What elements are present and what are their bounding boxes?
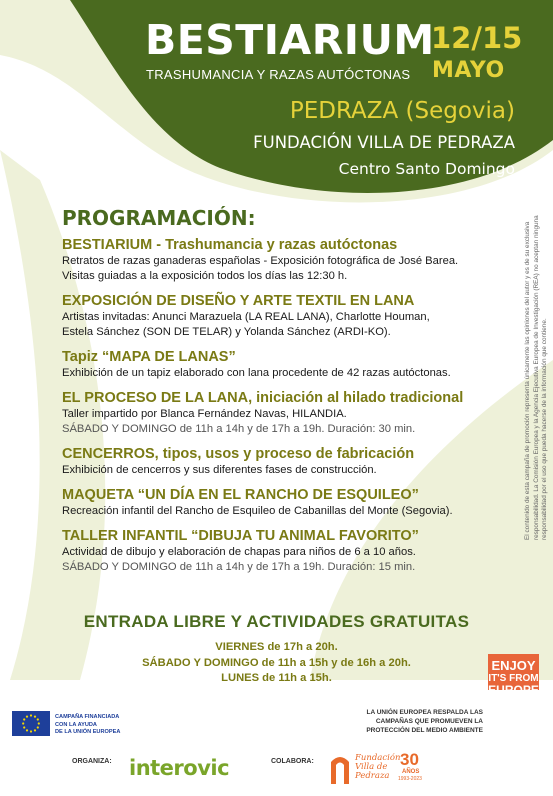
organiza-label: ORGANIZA: [72, 758, 112, 765]
event-item-line: Artistas invitadas: Anunci Marazuela (LA REAL LANA), Charlotte Houman, [62, 311, 430, 323]
free-entry-title: ENTRADA LIBRE Y ACTIVIDADES GRATUITAS [83, 612, 470, 631]
eu-statement-line: CAMPAÑAS QUE PROMUEVEN LA [375, 718, 483, 725]
event-dates: 12/15 [431, 21, 523, 55]
anniversary-years: 1993-2023 [398, 776, 422, 782]
opening-hours-line: LUNES de 11h a 15h. [221, 672, 332, 684]
location-center: Centro Santo Domingo [338, 160, 515, 178]
eu-statement [366, 708, 483, 735]
event-item-title: CENCERROS, tipos, usos y proceso de fabricación [62, 446, 415, 462]
opening-hours [0, 640, 553, 687]
disclaimer-vertical: El contenido de esta campaña de promoción representa únicamente las opiniones del autor y es de su exclusiva responsabilidad. La Comisión Europea y la Agencia Ejecutiva Europea de Investigación (REA) no aceptan ninguna responsabilidad por el uso que pueda hacerse de la información que contiene. [524, 215, 548, 540]
program-title: PROGRAMACIÓN: [62, 206, 256, 230]
foundation-logo-text [355, 754, 400, 781]
anniversary-word: AÑOS [402, 769, 420, 775]
event-item-line: Taller impartido por Blanca Fernández Navas, HILANDIA. [62, 408, 347, 420]
event-item [62, 292, 502, 340]
eu-campaign-line: CON LA AYUDA [55, 721, 97, 728]
event-item-title: TALLER INFANTIL “DIBUJA TU ANIMAL FAVORITO” [62, 528, 419, 544]
eu-statement-line: LA UNIÓN EUROPEA RESPALDA LAS [366, 709, 483, 716]
event-item-line: Exhibición de un tapiz elaborado con lana procedente de 42 razas autóctonas. [62, 367, 451, 379]
eu-campaign-line: CAMPAÑA FINANCIADA [55, 714, 120, 720]
event-item-line: Visitas guiadas a la exposición todos los días las 12:30 h. [62, 270, 348, 282]
eu-statement-line: PROTECCIÓN DEL MEDIO AMBIENTE [366, 727, 483, 734]
interovic-logo: interovic [129, 756, 230, 780]
event-item-title: EL PROCESO DE LA LANA, iniciación al hilado tradicional [62, 390, 464, 406]
event-item-title: BESTIARIUM - Trashumancia y razas autóctonas [62, 237, 398, 253]
event-item [62, 445, 502, 478]
event-subtitle: TRASHUMANCIA Y RAZAS AUTÓCTONAS [146, 67, 411, 82]
footer [0, 690, 553, 796]
event-item-schedule: SÁBADO Y DOMINGO de 11h a 14h y de 17h a 19h. Duración: 15 min. [62, 561, 416, 573]
event-item [62, 389, 502, 437]
arch-logo-icon [329, 752, 351, 784]
event-month: MAYO [432, 58, 505, 83]
event-item-line: Recreación infantil del Rancho de Esquileo de Cabanillas del Monte (Segovia). [62, 505, 453, 517]
location-city: PEDRAZA (Segovia) [289, 98, 515, 124]
event-item [62, 236, 502, 284]
foundation-logo-line: Pedraza [355, 771, 390, 781]
event-item-line: Actividad de dibujo y elaboración de chapas para niños de 6 a 10 años. [62, 546, 416, 558]
enjoy-badge-line2: IT'S FROM [488, 673, 539, 684]
opening-hours-line: SÁBADO Y DOMINGO de 11h a 15h y de 16h a 20h. [142, 656, 411, 669]
event-item-title: MAQUETA “UN DÍA EN EL RANCHO DE ESQUILEO” [62, 487, 419, 503]
event-title: BESTIARIUM [145, 16, 435, 64]
foundation-logo-line: Villa de [355, 762, 388, 772]
eu-campaign-line: DE LA UNIÓN EUROPEA [55, 729, 121, 735]
event-item-title: EXPOSICIÓN DE DISEÑO Y ARTE TEXTIL EN LANA [62, 293, 415, 309]
opening-hours-line: VIERNES de 17h a 20h. [215, 641, 338, 653]
location-foundation: FUNDACIÓN VILLA DE PEDRAZA [253, 133, 515, 152]
event-item-line: Estela Sánchez (SON DE TELAR) y Yolanda Sánchez (ARDI-KO). [62, 326, 391, 338]
foundation-logo-line: Fundación [355, 753, 401, 763]
event-item [62, 527, 502, 575]
event-item-schedule: SÁBADO Y DOMINGO de 11h a 14h y de 17h a 19h. Duración: 30 min. [62, 423, 416, 435]
event-item-line: Exhibición de cencerros y sus diferentes fases de construcción. [62, 464, 377, 476]
event-item [62, 348, 502, 381]
eu-flag-icon [12, 711, 50, 736]
event-item-title: Tapiz “MAPA DE LANAS” [62, 349, 236, 365]
enjoy-badge-line1: ENJOY [491, 658, 536, 673]
colabora-label: COLABORA: [271, 758, 314, 765]
event-list [62, 236, 502, 583]
anniversary-number: 30 [400, 750, 419, 769]
eu-campaign-text [55, 714, 120, 737]
event-item [62, 486, 502, 519]
event-item-line: Retratos de razas ganaderas españolas - Exposición fotográfica de José Barea. [62, 255, 459, 267]
